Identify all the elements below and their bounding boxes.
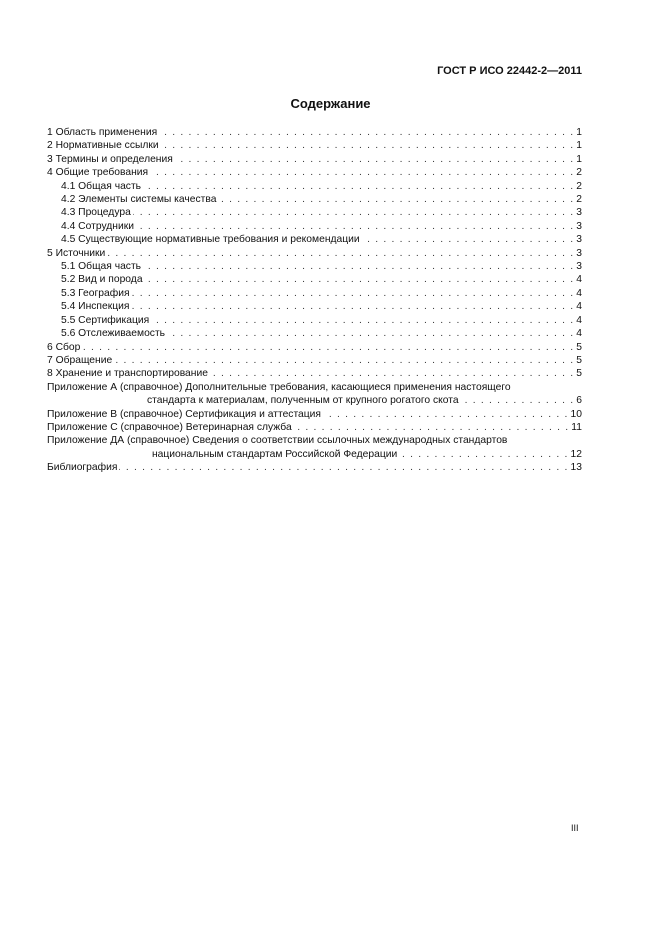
table-of-contents bbox=[47, 126, 582, 475]
toc-page-number: 4 bbox=[576, 314, 582, 326]
dot-leader bbox=[107, 247, 574, 260]
dot-leader bbox=[210, 367, 574, 380]
toc-page-number: 5 bbox=[576, 341, 582, 353]
toc-appendix-c[interactable] bbox=[47, 421, 582, 434]
dot-leader bbox=[461, 394, 575, 407]
toc-entry-label: Приложение С (справочное) Ветеринарная служба bbox=[47, 421, 292, 433]
dot-leader bbox=[150, 166, 574, 179]
toc-page-number: 12 bbox=[570, 448, 582, 460]
dot-leader bbox=[114, 354, 574, 367]
toc-entry-label: 3 Термины и определения bbox=[47, 153, 173, 165]
dot-leader bbox=[175, 153, 574, 166]
toc-entry-label: 5.1 Общая часть bbox=[61, 261, 142, 273]
page-title: Содержание bbox=[290, 96, 371, 111]
toc-entry[interactable] bbox=[47, 233, 582, 246]
dot-leader bbox=[119, 461, 568, 474]
toc-entry[interactable] bbox=[47, 367, 582, 380]
toc-entry[interactable] bbox=[47, 220, 582, 233]
toc-entry-label: Приложение В (справочное) Сертификация и аттестация bbox=[47, 408, 321, 420]
dot-leader bbox=[132, 287, 575, 300]
toc-entry[interactable] bbox=[47, 341, 582, 354]
toc-entry[interactable] bbox=[47, 166, 582, 179]
toc-entry-label: 2 Нормативные ссылки bbox=[47, 140, 159, 152]
toc-entry-label: 5.2 Вид и порода bbox=[61, 274, 143, 286]
toc-entry[interactable] bbox=[47, 300, 582, 313]
toc-entry-label: 4.5 Существующие нормативные требования и рекомендации bbox=[61, 234, 360, 246]
dot-leader bbox=[136, 220, 574, 233]
toc-page-number: 3 bbox=[576, 220, 582, 232]
toc-page-number: 2 bbox=[576, 180, 582, 192]
toc-appendix-a-line1[interactable] bbox=[47, 381, 582, 394]
toc-entry-label: стандарта к материалам, полученным от крупного рогатого скота bbox=[147, 395, 459, 407]
toc-page-number: 4 bbox=[576, 274, 582, 286]
dot-leader bbox=[151, 314, 574, 327]
dot-leader bbox=[131, 300, 574, 313]
toc-appendix-da-line1[interactable] bbox=[47, 434, 582, 447]
toc-entry[interactable] bbox=[47, 180, 582, 193]
toc-entry-label: 4.1 Общая часть bbox=[61, 180, 142, 192]
toc-page-number: 5 bbox=[576, 354, 582, 366]
document-header: ГОСТ Р ИСО 22442-2—2011 bbox=[437, 65, 582, 77]
toc-entry[interactable] bbox=[47, 260, 582, 273]
toc-page-number: 1 bbox=[576, 153, 582, 165]
toc-entry[interactable] bbox=[47, 193, 582, 206]
toc-page-number: 10 bbox=[570, 408, 582, 420]
dot-leader bbox=[399, 448, 568, 461]
toc-entry-label: Библиография bbox=[47, 462, 118, 474]
toc-entry[interactable] bbox=[47, 327, 582, 340]
toc-bibliography[interactable] bbox=[47, 461, 582, 474]
page-number: III bbox=[571, 823, 579, 833]
toc-page-number: 5 bbox=[576, 368, 582, 380]
toc-entry-label: Приложение А (справочное) Дополнительные требования, касающиеся применения настоящего bbox=[47, 381, 511, 393]
toc-entry-label: 1 Область применения bbox=[47, 127, 158, 138]
toc-appendix-b[interactable] bbox=[47, 408, 582, 421]
toc-entry[interactable] bbox=[47, 287, 582, 300]
toc-appendix-a[interactable] bbox=[47, 394, 582, 407]
dot-leader bbox=[323, 408, 569, 421]
toc-entry[interactable] bbox=[47, 153, 582, 166]
toc-page-number: 13 bbox=[570, 462, 582, 474]
dot-leader bbox=[133, 206, 574, 219]
toc-entry-label: 4.2 Элементы системы качества bbox=[61, 194, 217, 206]
dot-leader bbox=[145, 273, 575, 286]
toc-entry-label: национальным стандартам Российской Федерации bbox=[152, 448, 398, 460]
toc-page-number: 1 bbox=[576, 127, 582, 138]
toc-entry-label: 4.3 Процедура bbox=[61, 207, 131, 219]
toc-entry-label: 5.4 Инспекция bbox=[61, 301, 130, 313]
toc-entry[interactable] bbox=[47, 139, 582, 152]
toc-entry-label: 5.5 Сертификация bbox=[61, 314, 150, 326]
dot-leader bbox=[161, 139, 575, 152]
toc-page-number: 2 bbox=[576, 167, 582, 179]
toc-entry-label: Приложение ДА (справочное) Сведения о соответствии ссылочных международных стандартов bbox=[47, 435, 508, 447]
dot-leader bbox=[294, 421, 570, 434]
toc-entry-label: 7 Обращение bbox=[47, 354, 113, 366]
toc-page-number: 3 bbox=[576, 261, 582, 273]
dot-leader bbox=[143, 260, 574, 273]
dot-leader bbox=[143, 180, 574, 193]
dot-leader bbox=[218, 193, 574, 206]
toc-page-number: 3 bbox=[576, 247, 582, 259]
dot-leader bbox=[159, 126, 574, 139]
toc-page-number: 1 bbox=[576, 140, 582, 152]
dot-leader bbox=[167, 327, 574, 340]
dot-leader bbox=[82, 341, 574, 354]
toc-entry[interactable] bbox=[47, 354, 582, 367]
toc-entry[interactable] bbox=[47, 126, 582, 139]
toc-page-number: 3 bbox=[576, 234, 582, 246]
toc-entry-label: 5.6 Отслеживаемость bbox=[61, 328, 166, 340]
toc-entry-label: 5.3 География bbox=[61, 287, 130, 299]
toc-page-number: 4 bbox=[576, 328, 582, 340]
toc-entry-label: 4.4 Сотрудники bbox=[61, 220, 134, 232]
toc-appendix-da[interactable] bbox=[47, 448, 582, 461]
toc-entry-label: 5 Источники bbox=[47, 247, 106, 259]
toc-entry-label: 8 Хранение и транспортирование bbox=[47, 368, 208, 380]
toc-entry-label: 6 Сбор bbox=[47, 341, 81, 353]
dot-leader bbox=[362, 233, 575, 246]
toc-entry[interactable] bbox=[47, 314, 582, 327]
toc-entry[interactable] bbox=[47, 247, 582, 260]
toc-page-number: 4 bbox=[576, 287, 582, 299]
toc-page-number: 3 bbox=[576, 207, 582, 219]
toc-page-number: 4 bbox=[576, 301, 582, 313]
toc-page-number: 6 bbox=[576, 395, 582, 407]
toc-page-number: 2 bbox=[576, 194, 582, 206]
toc-entry[interactable] bbox=[47, 273, 582, 286]
toc-entry[interactable] bbox=[47, 206, 582, 219]
toc-entry-label: 4 Общие требования bbox=[47, 167, 149, 179]
toc-page-number: 11 bbox=[571, 421, 582, 433]
